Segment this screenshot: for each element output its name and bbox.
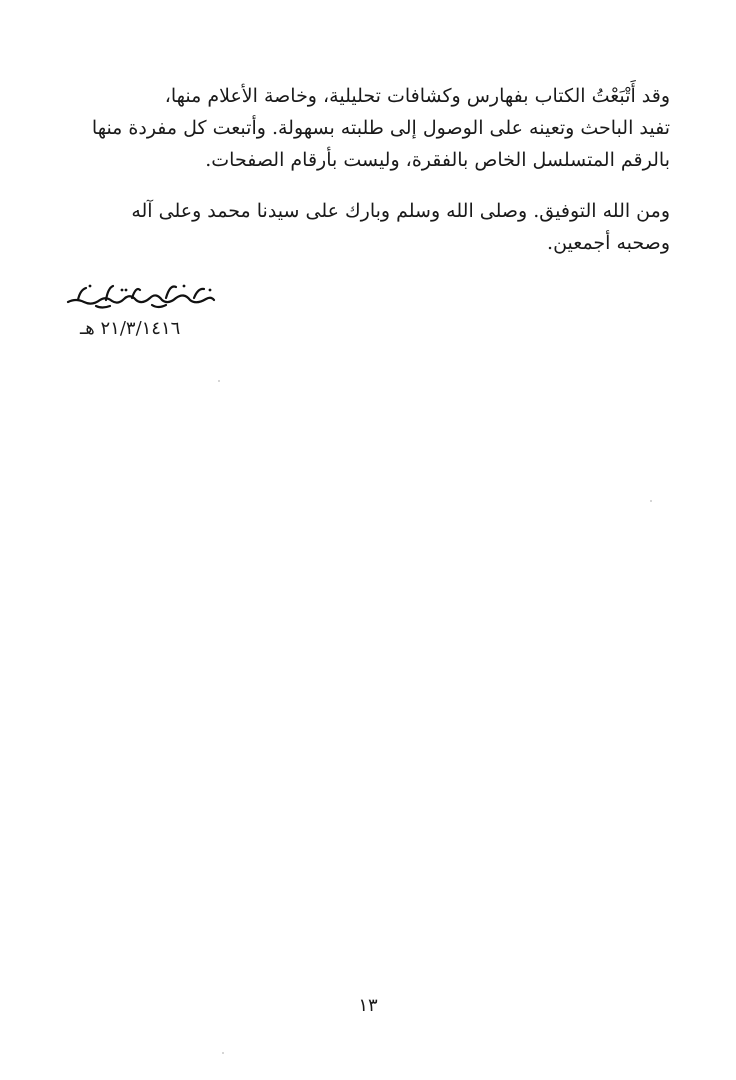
scan-speck bbox=[222, 1052, 224, 1054]
paragraph-line: وصحبه أجمعين. bbox=[547, 232, 670, 254]
handwritten-signature-image bbox=[66, 278, 216, 312]
paragraph-indexes bbox=[66, 80, 670, 176]
scan-speck bbox=[218, 380, 220, 382]
page-number: ١٣ bbox=[358, 995, 378, 1016]
paragraph-line: بالرقم المتسلسل الخاص بالفقرة، وليست بأرقام الصفحات. bbox=[205, 149, 670, 171]
signature-date: ٢١/٣/١٤١٦ هـ bbox=[80, 318, 181, 339]
paragraph-line: وقد أَتْبَعْتُ الكتاب بفهارس وكشافات تحليلية، وخاصة الأعلام منها، bbox=[164, 85, 670, 107]
paragraph-line: تفيد الباحث وتعينه على الوصول إلى طلبته بسهولة. وأتبعت كل مفردة منها bbox=[91, 117, 670, 139]
scan-speck bbox=[650, 500, 652, 502]
paragraph-closing-prayer bbox=[66, 195, 670, 259]
author-signature bbox=[66, 278, 216, 312]
paragraph-line: ومن الله التوفيق. وصلى الله وسلم وبارك على سيدنا محمد وعلى آله bbox=[131, 200, 670, 222]
